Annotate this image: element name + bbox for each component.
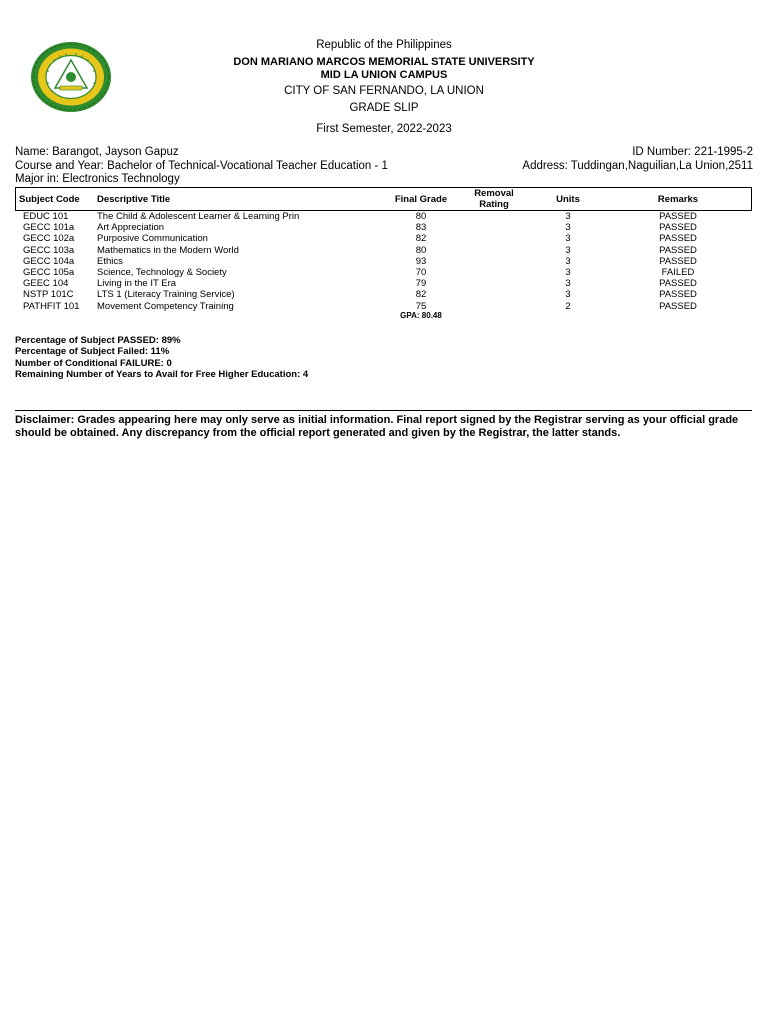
table-row [0, 301, 768, 312]
table-row [0, 211, 768, 222]
header-removal-line2: Rating [479, 199, 509, 210]
remarks: PASSED [659, 300, 697, 312]
semester-label: First Semester, 2022-2023 [316, 123, 452, 135]
final-grade: 70 [415, 266, 427, 278]
remarks: PASSED [659, 278, 697, 290]
header-removal-line1: Removal [474, 188, 514, 199]
gpa-value: GPA: 80.48 [400, 311, 442, 320]
subject-title: The Child & Adolescent Learner & Learning Prin [97, 211, 300, 222]
final-grade: 75 [415, 300, 427, 312]
remarks: PASSED [659, 222, 697, 234]
header-final-grade: Final Grade [394, 194, 448, 205]
units: 3 [565, 255, 571, 267]
table-row [0, 222, 768, 233]
units: 2 [565, 300, 571, 312]
table-row [0, 245, 768, 256]
units: 3 [565, 211, 571, 222]
subject-title: Mathematics in the Modern World [97, 244, 239, 256]
id-number: ID Number: 221-1995-2 [632, 146, 753, 158]
table-row [0, 267, 768, 278]
units: 3 [565, 289, 571, 301]
university-name: DON MARIANO MARCOS MEMORIAL STATE UNIVERSITY [233, 56, 535, 68]
units: 3 [565, 266, 571, 278]
percentage-passed: Percentage of Subject PASSED: 89% [15, 335, 181, 346]
subject-title: Science, Technology & Society [97, 266, 227, 278]
document-title: GRADE SLIP [349, 102, 419, 114]
remarks: PASSED [659, 211, 697, 222]
subject-title: Art Appreciation [97, 222, 165, 234]
subject-code: GECC 105a [23, 266, 75, 278]
subject-code: GECC 102a [23, 233, 75, 245]
table-row [0, 278, 768, 289]
units: 3 [565, 233, 571, 245]
percentage-failed: Percentage of Subject Failed: 11% [15, 346, 170, 358]
table-row [0, 256, 768, 267]
units: 3 [565, 222, 571, 234]
subject-code: EDUC 101 [23, 211, 69, 222]
header-descriptive-title: Descriptive Title [97, 194, 171, 205]
final-grade: 80 [415, 211, 427, 222]
final-grade: 79 [415, 278, 427, 290]
remaining-years: Remaining Number of Years to Avail for Free Higher Education: 4 [15, 368, 309, 380]
conditional-failures: Number of Conditional FAILURE: 0 [15, 357, 172, 369]
disclaimer-text: Disclaimer: Grades appearing here may only serve as initial information. Final report signed by the Registrar serving as your official grade should be obtained. Any discrepancy from the official report generated and given by the Registrar, the latter stands. [15, 414, 739, 439]
header-removal-rating [462, 188, 526, 210]
remarks: PASSED [659, 233, 697, 245]
header-republic: Republic of the Philippines [316, 39, 452, 51]
subject-title: Living in the IT Era [97, 278, 177, 290]
units: 3 [565, 278, 571, 290]
remarks: PASSED [659, 244, 697, 256]
subject-title: Purposive Communication [97, 233, 208, 245]
final-grade: 93 [415, 255, 427, 267]
student-name: Name: Barangot, Jayson Gapuz [15, 146, 179, 158]
grades-table-body [0, 211, 768, 312]
divider [15, 410, 752, 411]
table-row [0, 233, 768, 244]
header-units: Units [556, 194, 580, 205]
final-grade: 83 [415, 222, 427, 234]
subject-code: GECC 101a [23, 222, 75, 234]
subject-title: Movement Competency Training [97, 300, 234, 312]
grade-summary [15, 335, 308, 380]
header-subject-code: Subject Code [19, 194, 80, 205]
remarks: PASSED [659, 289, 697, 301]
subject-code: PATHFIT 101 [23, 300, 80, 312]
remarks: FAILED [661, 266, 695, 278]
course-and-year: Course and Year: Bachelor of Technical-Vocational Teacher Education - 1 [15, 160, 388, 172]
header-remarks: Remarks [657, 194, 699, 205]
subject-title: LTS 1 (Literacy Training Service) [97, 289, 235, 301]
city-name: CITY OF SAN FERNANDO, LA UNION [284, 85, 484, 97]
subject-code: GEEC 104 [23, 278, 69, 290]
subject-title: Ethics [97, 255, 123, 267]
address: Address: Tuddingan,Naguilian,La Union,2511 [522, 160, 753, 172]
remarks: PASSED [659, 255, 697, 267]
subject-code: GECC 103a [23, 244, 75, 256]
units: 3 [565, 244, 571, 256]
subject-code: NSTP 101C [23, 289, 74, 301]
final-grade: 82 [415, 289, 427, 301]
table-row [0, 289, 768, 300]
final-grade: 82 [415, 233, 427, 245]
subject-code: GECC 104a [23, 255, 75, 267]
final-grade: 80 [415, 244, 427, 256]
campus-name: MID LA UNION CAMPUS [320, 69, 448, 81]
major: Major in: Electronics Technology [15, 173, 180, 185]
